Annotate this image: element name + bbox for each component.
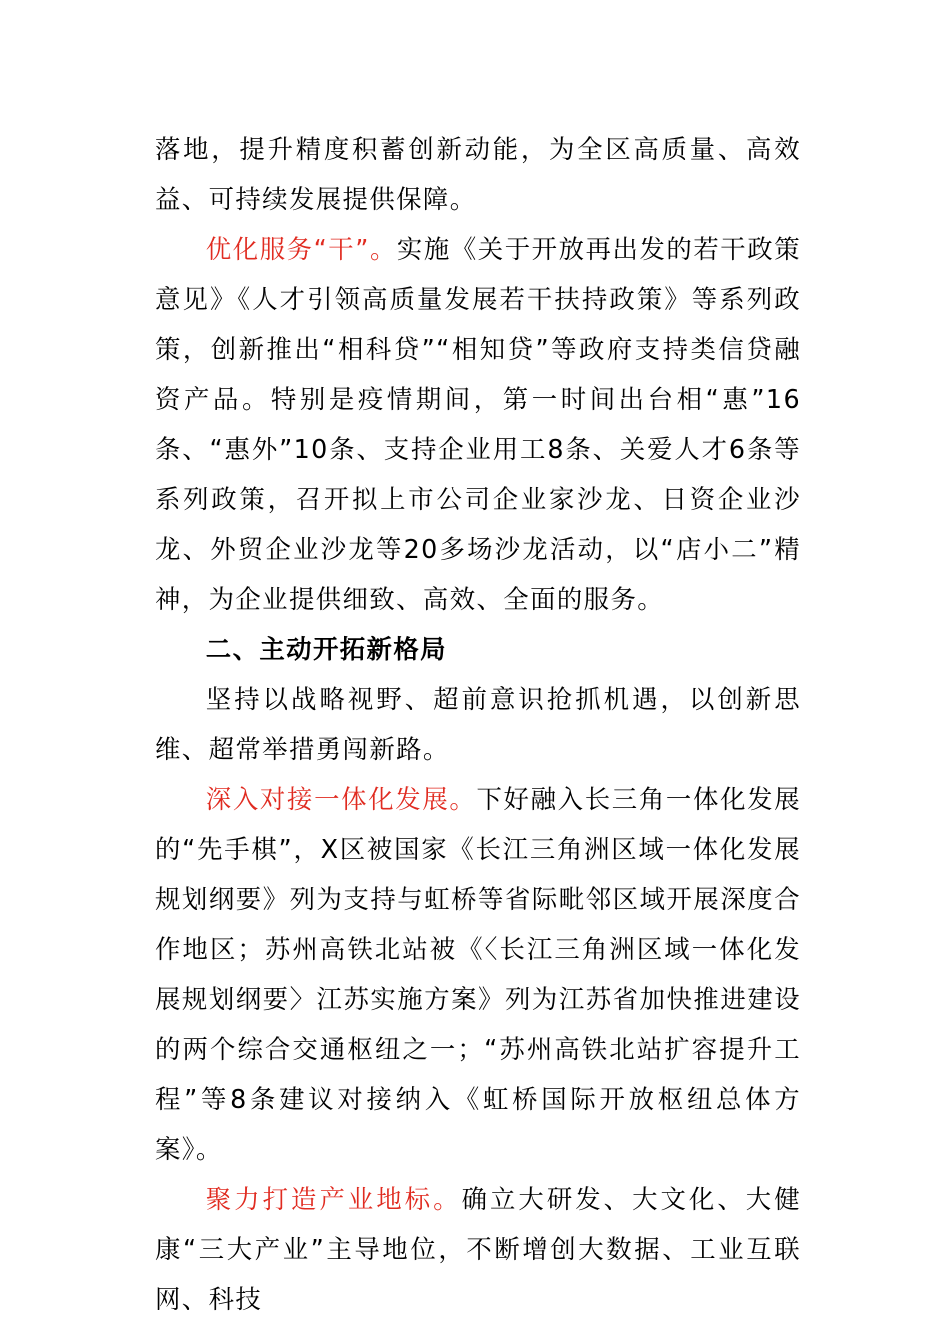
paragraph-text: 实施《关于开放再出发的若干政策意见》《人才引领高质量发展若干扶持政策》等系列政策，创新推出“相科贷”“相知贷”等政府支持类信贷融资产品。特别是疫情期间，第一时间出台相“惠”16条、“惠外”10条、支持企业用工8条、关爱人才6条等系列政策，召开拟上市公司企业家沙龙、日资企业沙龙、外贸企业沙龙等20多场沙龙活动，以“店小二”精神，为企业提供细致、高效、全面的服务。	[155, 234, 801, 614]
paragraph-text: 坚持以战略视野、超前意识抢抓机遇，以创新思维、超常举措勇闯新路。	[155, 684, 801, 764]
paragraph-industry-landmark	[155, 1174, 801, 1324]
section-heading	[155, 624, 801, 674]
paragraph-text: 确立大研发、大文化、大健康“三大产业”主导地位，不断增创大数据、工业互联网、科技	[155, 1184, 801, 1314]
paragraph-lead-highlight: 聚力打造产业地标。	[205, 1184, 462, 1214]
paragraph-optimize-service	[155, 224, 801, 624]
paragraph-text: 下好融入长三角一体化发展的“先手棋”，X区被国家《长江三角洲区域一体化发展规划纲要》列为支持与虹桥等省际毗邻区域开展深度合作地区；苏州高铁北站被《〈长江三角洲区域一体化发展规划纲要〉江苏实施方案》列为江苏省加快推进建设的两个综合交通枢纽之一；“苏州高铁北站扩容提升工程”等8条建议对接纳入《虹桥国际开放枢纽总体方案》。	[155, 784, 801, 1164]
section-heading-text: 二、主动开拓新格局	[205, 634, 447, 664]
document-body	[155, 124, 801, 1324]
paragraph-text: 落地，提升精度积蓄创新动能，为全区高质量、高效益、可持续发展提供保障。	[155, 134, 801, 214]
paragraph-lead-highlight: 深入对接一体化发展。	[205, 784, 477, 814]
paragraph-continuation	[155, 124, 801, 224]
paragraph-lead-highlight: 优化服务“干”。	[205, 234, 397, 264]
paragraph-integration	[155, 774, 801, 1174]
paragraph-strategy	[155, 674, 801, 774]
